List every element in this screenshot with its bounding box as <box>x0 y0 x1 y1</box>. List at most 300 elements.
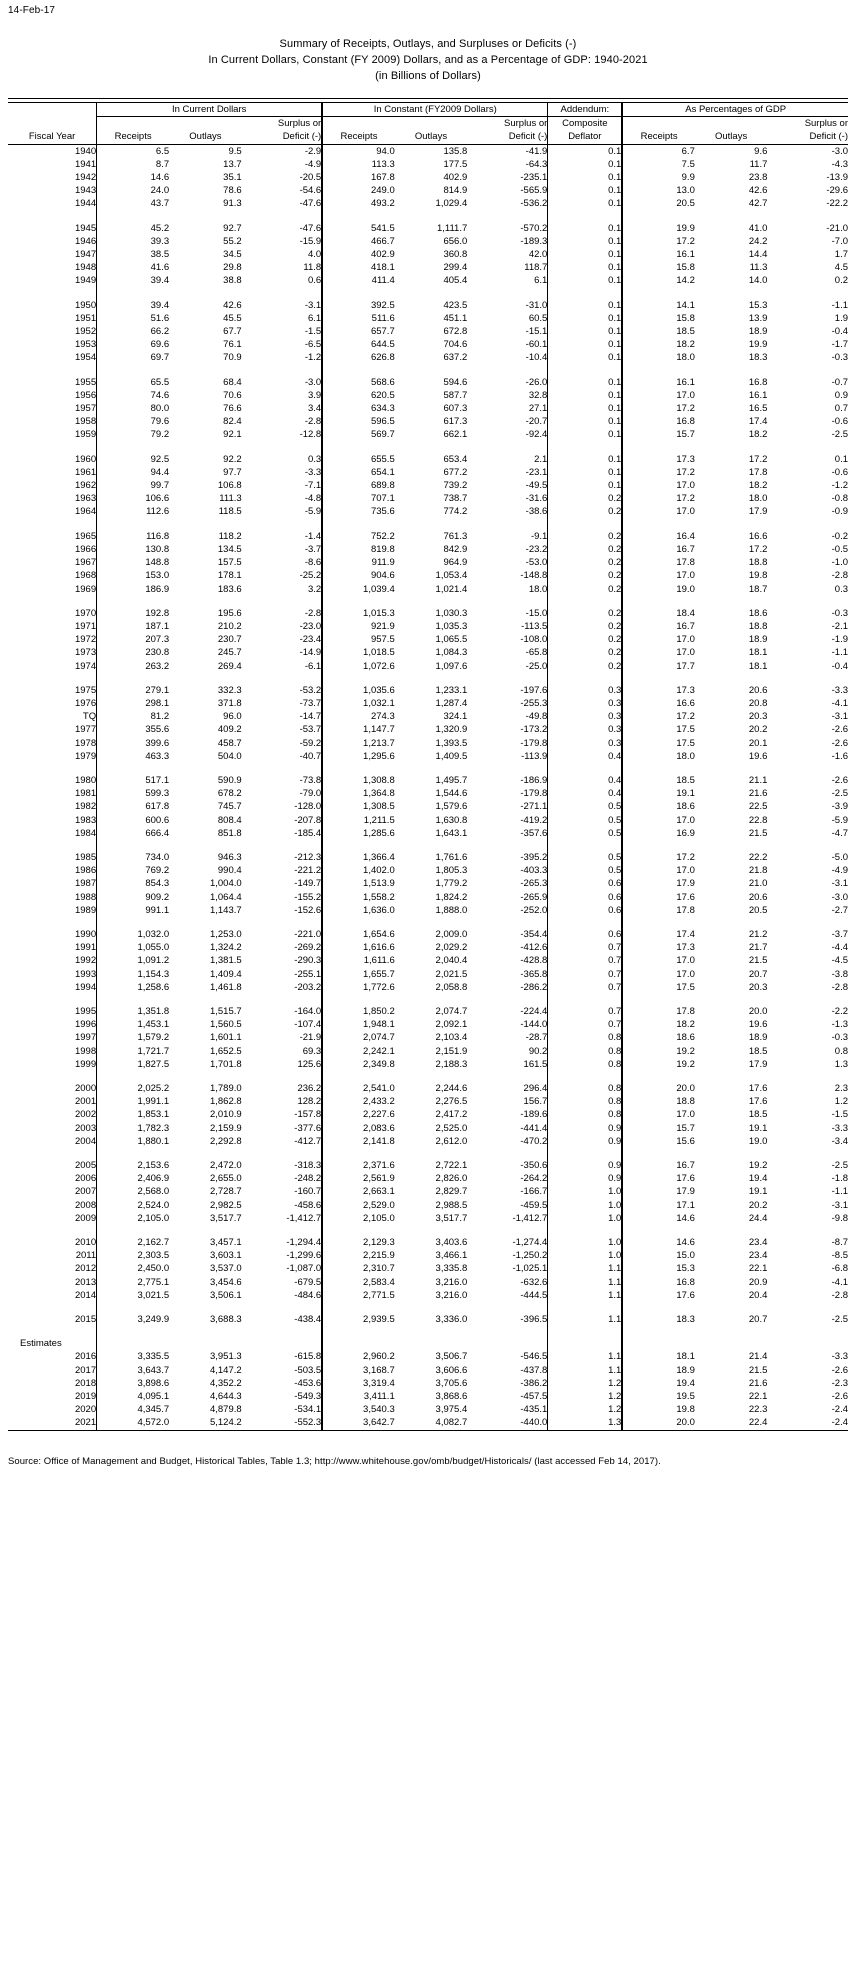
cell-value: 0.6 <box>548 904 623 917</box>
spacer-cell <box>97 1148 170 1159</box>
cell-value: -144.0 <box>520 1019 548 1031</box>
cell-value: -22.2 <box>826 198 848 210</box>
cell-value: 1.1 <box>548 1313 623 1326</box>
cell-value: 819.8 <box>322 543 395 556</box>
cell-value: 3,021.5 <box>97 1289 170 1302</box>
cell-value: -8.7 <box>831 1237 848 1249</box>
cell-fiscal-year: 1946 <box>74 235 97 247</box>
cell-value: 752.2 <box>322 530 395 543</box>
cell-value: 617.3 <box>443 416 468 428</box>
spacer-cell <box>169 519 242 530</box>
spacer-cell <box>622 1071 695 1082</box>
cell-value: -12.8 <box>299 429 322 441</box>
spacer-cell <box>695 994 768 1005</box>
cell-value: 18.5 <box>748 1109 768 1121</box>
cell-value: 1,655.7 <box>322 968 395 981</box>
cell-value: -440.0 <box>520 1417 548 1429</box>
cell-value: 18.9 <box>622 1364 695 1377</box>
cell-fiscal-year: 1979 <box>74 750 97 762</box>
cell-value: 3,537.0 <box>209 1263 242 1275</box>
cell-value: 3,466.1 <box>435 1250 468 1262</box>
table-row <box>8 479 848 492</box>
cell-fiscal-year: 1975 <box>74 684 97 696</box>
cell-value: 19.5 <box>622 1390 695 1403</box>
spacer-cell <box>695 365 768 376</box>
cell-fiscal-year: 1999 <box>74 1058 97 1070</box>
cell-value: 3,335.5 <box>97 1350 170 1363</box>
cell-value: 21.5 <box>748 955 768 967</box>
cell-value: 21.8 <box>748 865 768 877</box>
cell-value: 65.5 <box>97 376 170 389</box>
cell-value: 6.1 <box>534 275 548 287</box>
cell-value: 106.6 <box>97 492 170 505</box>
cell-value: 1.9 <box>834 312 848 324</box>
cell-value: 0.9 <box>548 1172 623 1185</box>
cell-value: 296.4 <box>523 1083 548 1094</box>
cell-value: 11.7 <box>749 158 768 170</box>
cell-value: 0.8 <box>548 1095 623 1108</box>
cell-value: 1,147.7 <box>322 723 395 736</box>
cell-value: -549.3 <box>294 1391 322 1403</box>
cell-value: -212.3 <box>294 851 322 863</box>
cell-value: 957.5 <box>322 633 395 646</box>
cell-value: -13.9 <box>826 172 848 184</box>
cell-value: 18.8 <box>748 557 768 569</box>
cell-value: 4,345.7 <box>97 1403 170 1416</box>
cell-value: 19.0 <box>622 583 695 596</box>
spacer-cell <box>767 519 848 530</box>
cell-value: 18.0 <box>748 493 768 505</box>
cell-value: 19.2 <box>748 1160 768 1172</box>
spacer-cell <box>622 1302 695 1313</box>
table-row <box>8 1122 848 1135</box>
cell-value: 3,335.8 <box>435 1263 468 1275</box>
cell-value: 0.1 <box>548 415 623 428</box>
cell-value: -20.5 <box>299 172 322 184</box>
cell-value: 42.0 <box>528 249 548 261</box>
table-row <box>8 1045 848 1058</box>
cell-value: 91.3 <box>223 198 242 210</box>
cell-value: 17.9 <box>748 506 768 518</box>
cell-value: 2,074.7 <box>322 1031 395 1044</box>
cell-value: 18.9 <box>748 1032 768 1044</box>
cell-value: 3,643.7 <box>97 1364 170 1377</box>
cell-value: -412.7 <box>294 1135 322 1147</box>
spacer-cell <box>8 1302 97 1313</box>
table-row <box>8 1262 848 1275</box>
row-spacer <box>8 519 848 530</box>
table-row <box>8 197 848 210</box>
table-container <box>0 98 856 1434</box>
row-spacer <box>8 917 848 928</box>
cell-value: 17.6 <box>622 1289 695 1302</box>
column-header-gdp-receipts: Receipts <box>622 130 695 144</box>
cell-value: 1,029.4 <box>435 198 468 210</box>
cell-value: 1,402.0 <box>322 864 395 877</box>
spacer-cell <box>322 288 395 299</box>
cell-value: 18.5 <box>622 774 695 787</box>
cell-value: 3,403.6 <box>435 1237 468 1249</box>
cell-value: 666.4 <box>97 827 170 840</box>
title-line-2: In Current Dollars, Constant (FY 2009) Dollars, and as a Percentage of GDP: 1940-2021 <box>208 54 648 66</box>
cell-fiscal-year: 1961 <box>74 466 97 478</box>
cell-value: -428.8 <box>520 955 548 967</box>
table-row <box>8 1095 848 1108</box>
cell-value: 1,461.8 <box>209 981 242 993</box>
cell-value: 2,722.1 <box>435 1160 468 1172</box>
table-row <box>8 1018 848 1031</box>
cell-value: 22.2 <box>748 851 768 863</box>
spacer-cell <box>548 840 623 851</box>
cell-value: 1,544.6 <box>435 788 468 800</box>
spacer-cell <box>8 994 97 1005</box>
cell-value: -470.2 <box>520 1135 548 1147</box>
cell-value: -679.5 <box>294 1276 322 1288</box>
cell-fiscal-year: 2001 <box>74 1096 97 1108</box>
cell-fiscal-year: 1950 <box>74 299 97 311</box>
cell-value: -3.3 <box>831 1351 848 1363</box>
cell-value: 0.8 <box>548 1058 623 1071</box>
table-row <box>8 1005 848 1018</box>
spacer-cell <box>695 1225 768 1236</box>
spacer-cell <box>622 1326 695 1337</box>
table-row <box>8 864 848 877</box>
cell-value: 19.0 <box>748 1135 768 1147</box>
cell-value: 2,244.6 <box>435 1083 468 1094</box>
cell-fiscal-year: 1981 <box>74 788 97 800</box>
sub-header-spacer-1 <box>97 117 170 131</box>
column-header-fiscal-year: Fiscal Year <box>8 130 97 144</box>
cell-value: -265.3 <box>520 878 548 890</box>
spacer-cell <box>322 519 395 530</box>
cell-value: 66.2 <box>97 325 170 338</box>
spacer-cell <box>622 519 695 530</box>
cell-value: 2,105.0 <box>322 1212 395 1225</box>
cell-value: 1,579.6 <box>435 801 468 813</box>
cell-value: 0.8 <box>548 1045 623 1058</box>
cell-value: 2,141.8 <box>322 1135 395 1148</box>
table-row <box>8 827 848 840</box>
spacer-cell <box>97 994 170 1005</box>
cell-value: 0.3 <box>834 583 848 595</box>
row-spacer <box>8 840 848 851</box>
spacer-cell <box>548 211 623 222</box>
cell-value: 2,292.8 <box>209 1135 242 1147</box>
cell-value: 2,349.8 <box>322 1058 395 1071</box>
spacer-cell <box>467 365 548 376</box>
cell-value: 20.0 <box>622 1082 695 1095</box>
spacer-cell <box>242 994 323 1005</box>
cell-value: 17.8 <box>748 466 768 478</box>
cell-value: -286.2 <box>520 981 548 993</box>
cell-value: 634.3 <box>322 402 395 415</box>
spacer-cell <box>395 1071 468 1082</box>
cell-value: 4,082.7 <box>435 1417 468 1429</box>
spacer-cell <box>395 519 468 530</box>
cell-value: -1,087.0 <box>286 1263 322 1275</box>
spacer-cell <box>467 211 548 222</box>
cell-value: 153.0 <box>97 569 170 582</box>
spacer-cell <box>548 673 623 684</box>
cell-value: 67.7 <box>223 326 242 338</box>
cell-value: -444.5 <box>520 1289 548 1301</box>
cell-value: 18.1 <box>748 660 768 672</box>
cell-value: 148.8 <box>97 556 170 569</box>
cell-value: -164.0 <box>294 1005 322 1017</box>
cell-fiscal-year: 1963 <box>74 493 97 505</box>
cell-value: 2.1 <box>534 453 548 465</box>
cell-value: -1.1 <box>831 647 848 659</box>
table-row <box>8 800 848 813</box>
cell-value: 1,453.1 <box>97 1018 170 1031</box>
cell-value: -2.6 <box>831 1364 848 1376</box>
cell-value: 2,541.0 <box>322 1082 395 1095</box>
spacer-cell <box>767 917 848 928</box>
cell-value: 16.8 <box>622 415 695 428</box>
row-spacer <box>8 442 848 453</box>
spacer-cell <box>695 442 768 453</box>
cell-value: 106.8 <box>217 480 242 492</box>
table-row <box>8 1249 848 1262</box>
cell-value: -47.6 <box>299 198 322 210</box>
cell-value: -23.0 <box>299 620 322 632</box>
spacer-cell <box>467 1148 548 1159</box>
cell-value: 1,515.7 <box>209 1005 242 1017</box>
cell-value: -3.8 <box>831 968 848 980</box>
cell-value: 3,457.1 <box>209 1237 242 1249</box>
cell-fiscal-year: 1968 <box>74 570 97 582</box>
spacer-cell <box>695 840 768 851</box>
spacer-cell <box>322 442 395 453</box>
cell-value: -128.0 <box>294 801 322 813</box>
cell-value: 74.6 <box>97 389 170 402</box>
cell-value: 654.1 <box>322 466 395 479</box>
spacer-cell <box>169 211 242 222</box>
cell-value: 34.5 <box>223 249 242 261</box>
cell-value: 1,779.2 <box>435 878 468 890</box>
spacer-cell <box>322 840 395 851</box>
spacer-cell <box>8 763 97 774</box>
cell-value: 0.2 <box>834 275 848 287</box>
cell-value: -438.4 <box>294 1314 322 1326</box>
spacer-cell <box>242 442 323 453</box>
cell-value: 112.6 <box>97 505 170 518</box>
cell-value: 2,939.5 <box>322 1313 395 1326</box>
cell-value: 600.6 <box>97 814 170 827</box>
cell-value: 704.6 <box>443 339 468 351</box>
cell-value: 332.3 <box>217 684 242 696</box>
cell-value: 17.0 <box>622 814 695 827</box>
cell-value: 4.5 <box>834 262 848 274</box>
cell-value: -2.9 <box>304 145 322 157</box>
cell-value: 20.2 <box>748 1199 768 1211</box>
cell-value: -0.3 <box>831 607 848 619</box>
row-spacer <box>8 1326 848 1337</box>
budget-summary-table <box>8 98 848 1434</box>
cell-value: 195.6 <box>217 607 242 619</box>
cell-value: -4.1 <box>831 1276 848 1288</box>
cell-value: 0.9 <box>548 1159 623 1172</box>
cell-value: 156.7 <box>523 1096 548 1108</box>
column-header-gdp-deficit: Deficit (-) <box>767 130 848 144</box>
spacer-cell <box>548 519 623 530</box>
cell-value: 1.0 <box>548 1199 623 1212</box>
cell-value: 19.1 <box>622 787 695 800</box>
cell-value: 451.1 <box>443 312 468 324</box>
spacer-cell <box>395 917 468 928</box>
cell-value: -29.6 <box>826 185 848 197</box>
cell-fiscal-year: 1958 <box>74 416 97 428</box>
estimates-label-blank <box>169 1337 242 1350</box>
cell-value: 399.6 <box>97 737 170 750</box>
cell-value: 656.0 <box>443 235 468 247</box>
cell-value: 392.5 <box>322 299 395 312</box>
cell-value: 21.2 <box>748 928 768 940</box>
cell-value: 2,040.4 <box>435 955 468 967</box>
cell-value: -0.4 <box>831 326 848 338</box>
cell-value: 2,162.7 <box>97 1236 170 1249</box>
table-row <box>8 710 848 723</box>
cell-value: 423.5 <box>443 299 468 311</box>
cell-value: 17.8 <box>622 904 695 917</box>
cell-value: 360.8 <box>443 249 468 261</box>
estimates-label-row <box>8 1337 848 1350</box>
row-spacer <box>8 288 848 299</box>
cell-value: -6.8 <box>831 1263 848 1275</box>
cell-value: 655.5 <box>322 453 395 466</box>
cell-value: 45.2 <box>97 222 170 235</box>
spacer-cell <box>622 917 695 928</box>
spacer-cell <box>695 1302 768 1313</box>
cell-value: 463.3 <box>97 750 170 763</box>
table-row <box>8 1172 848 1185</box>
cell-value: 20.5 <box>622 197 695 210</box>
cell-value: 493.2 <box>322 197 395 210</box>
cell-value: 22.8 <box>748 814 768 826</box>
cell-value: 17.0 <box>622 968 695 981</box>
cell-fiscal-year: 1964 <box>74 506 97 518</box>
spacer-cell <box>548 917 623 928</box>
cell-value: 0.1 <box>548 144 623 158</box>
cell-value: -357.6 <box>520 827 548 839</box>
cell-value: 245.7 <box>217 647 242 659</box>
table-row <box>8 325 848 338</box>
cell-value: 41.6 <box>97 261 170 274</box>
cell-value: 568.6 <box>322 376 395 389</box>
cell-fiscal-year: 1972 <box>74 634 97 646</box>
cell-value: 134.5 <box>217 543 242 555</box>
cell-value: 11.8 <box>303 262 322 274</box>
cell-value: 0.6 <box>548 877 623 890</box>
cell-value: 16.7 <box>622 1159 695 1172</box>
cell-value: 9.9 <box>622 171 695 184</box>
cell-value: 21.6 <box>748 1377 768 1389</box>
cell-value: -0.6 <box>831 466 848 478</box>
cell-value: 851.8 <box>217 827 242 839</box>
cell-fiscal-year: 2017 <box>74 1364 97 1376</box>
cell-value: 60.5 <box>528 312 548 324</box>
cell-fiscal-year: 1954 <box>74 352 97 364</box>
cell-fiscal-year: 1952 <box>74 326 97 338</box>
cell-value: 20.7 <box>748 968 768 980</box>
cell-fiscal-year: 2002 <box>74 1109 97 1121</box>
cell-value: 2,083.6 <box>322 1122 395 1135</box>
cell-value: 1,601.1 <box>209 1032 242 1044</box>
cell-value: 15.7 <box>622 1122 695 1135</box>
cell-value: 15.3 <box>748 299 768 311</box>
cell-value: 0.7 <box>548 1005 623 1018</box>
cell-fiscal-year: 1983 <box>74 814 97 826</box>
cell-value: -60.1 <box>525 339 548 351</box>
table-row <box>8 1276 848 1289</box>
spacer-cell <box>695 1148 768 1159</box>
cell-value: -2.8 <box>831 570 848 582</box>
table-row <box>8 1403 848 1416</box>
group-header-blank <box>8 103 97 117</box>
cell-value: -2.8 <box>831 981 848 993</box>
cell-value: 921.9 <box>322 620 395 633</box>
cell-value: 8.7 <box>97 158 170 171</box>
spacer-cell <box>242 840 323 851</box>
cell-value: -2.6 <box>831 737 848 749</box>
cell-value: 0.7 <box>834 403 848 415</box>
cell-value: 16.1 <box>622 248 695 261</box>
spacer-cell <box>767 1225 848 1236</box>
cell-value: 1,805.3 <box>435 865 468 877</box>
cell-value: -350.6 <box>520 1160 548 1172</box>
cell-fiscal-year: 1965 <box>74 530 97 542</box>
cell-fiscal-year: 1984 <box>74 827 97 839</box>
cell-value: 2,188.3 <box>435 1058 468 1070</box>
table-row <box>8 556 848 569</box>
cell-fiscal-year: 1978 <box>74 737 97 749</box>
spacer-cell <box>97 365 170 376</box>
cell-value: -0.8 <box>831 493 848 505</box>
table-row <box>8 877 848 890</box>
cell-value: -224.4 <box>520 1005 548 1017</box>
table-body <box>8 144 848 1430</box>
cell-value: 0.1 <box>548 402 623 415</box>
cell-value: 69.7 <box>97 351 170 364</box>
cell-fiscal-year: 1956 <box>74 389 97 401</box>
spacer-cell <box>548 763 623 774</box>
cell-value: -1,294.4 <box>286 1237 322 1249</box>
cell-value: 808.4 <box>217 814 242 826</box>
cell-value: 504.0 <box>217 750 242 762</box>
cell-value: 17.8 <box>622 1005 695 1018</box>
cell-value: 13.0 <box>622 184 695 197</box>
cell-value: 19.9 <box>622 222 695 235</box>
spacer-cell <box>622 994 695 1005</box>
cell-value: 22.4 <box>748 1417 768 1429</box>
cell-value: 13.9 <box>748 312 768 324</box>
cell-value: 1,055.0 <box>97 941 170 954</box>
cell-value: 118.5 <box>218 506 242 518</box>
cell-value: 42.6 <box>748 185 768 197</box>
cell-fiscal-year: 2004 <box>74 1135 97 1147</box>
cell-value: 2,450.0 <box>97 1262 170 1275</box>
table-row <box>8 235 848 248</box>
cell-value: -179.8 <box>520 788 548 800</box>
spacer-cell <box>467 1302 548 1313</box>
table-row <box>8 1135 848 1148</box>
cell-value: 0.1 <box>548 171 623 184</box>
cell-value: 1,072.6 <box>322 660 395 673</box>
cell-fiscal-year: 1945 <box>74 222 97 234</box>
cell-value: 18.2 <box>748 429 768 441</box>
sub-header-spacer-6 <box>695 117 768 131</box>
cell-value: -0.3 <box>831 1032 848 1044</box>
